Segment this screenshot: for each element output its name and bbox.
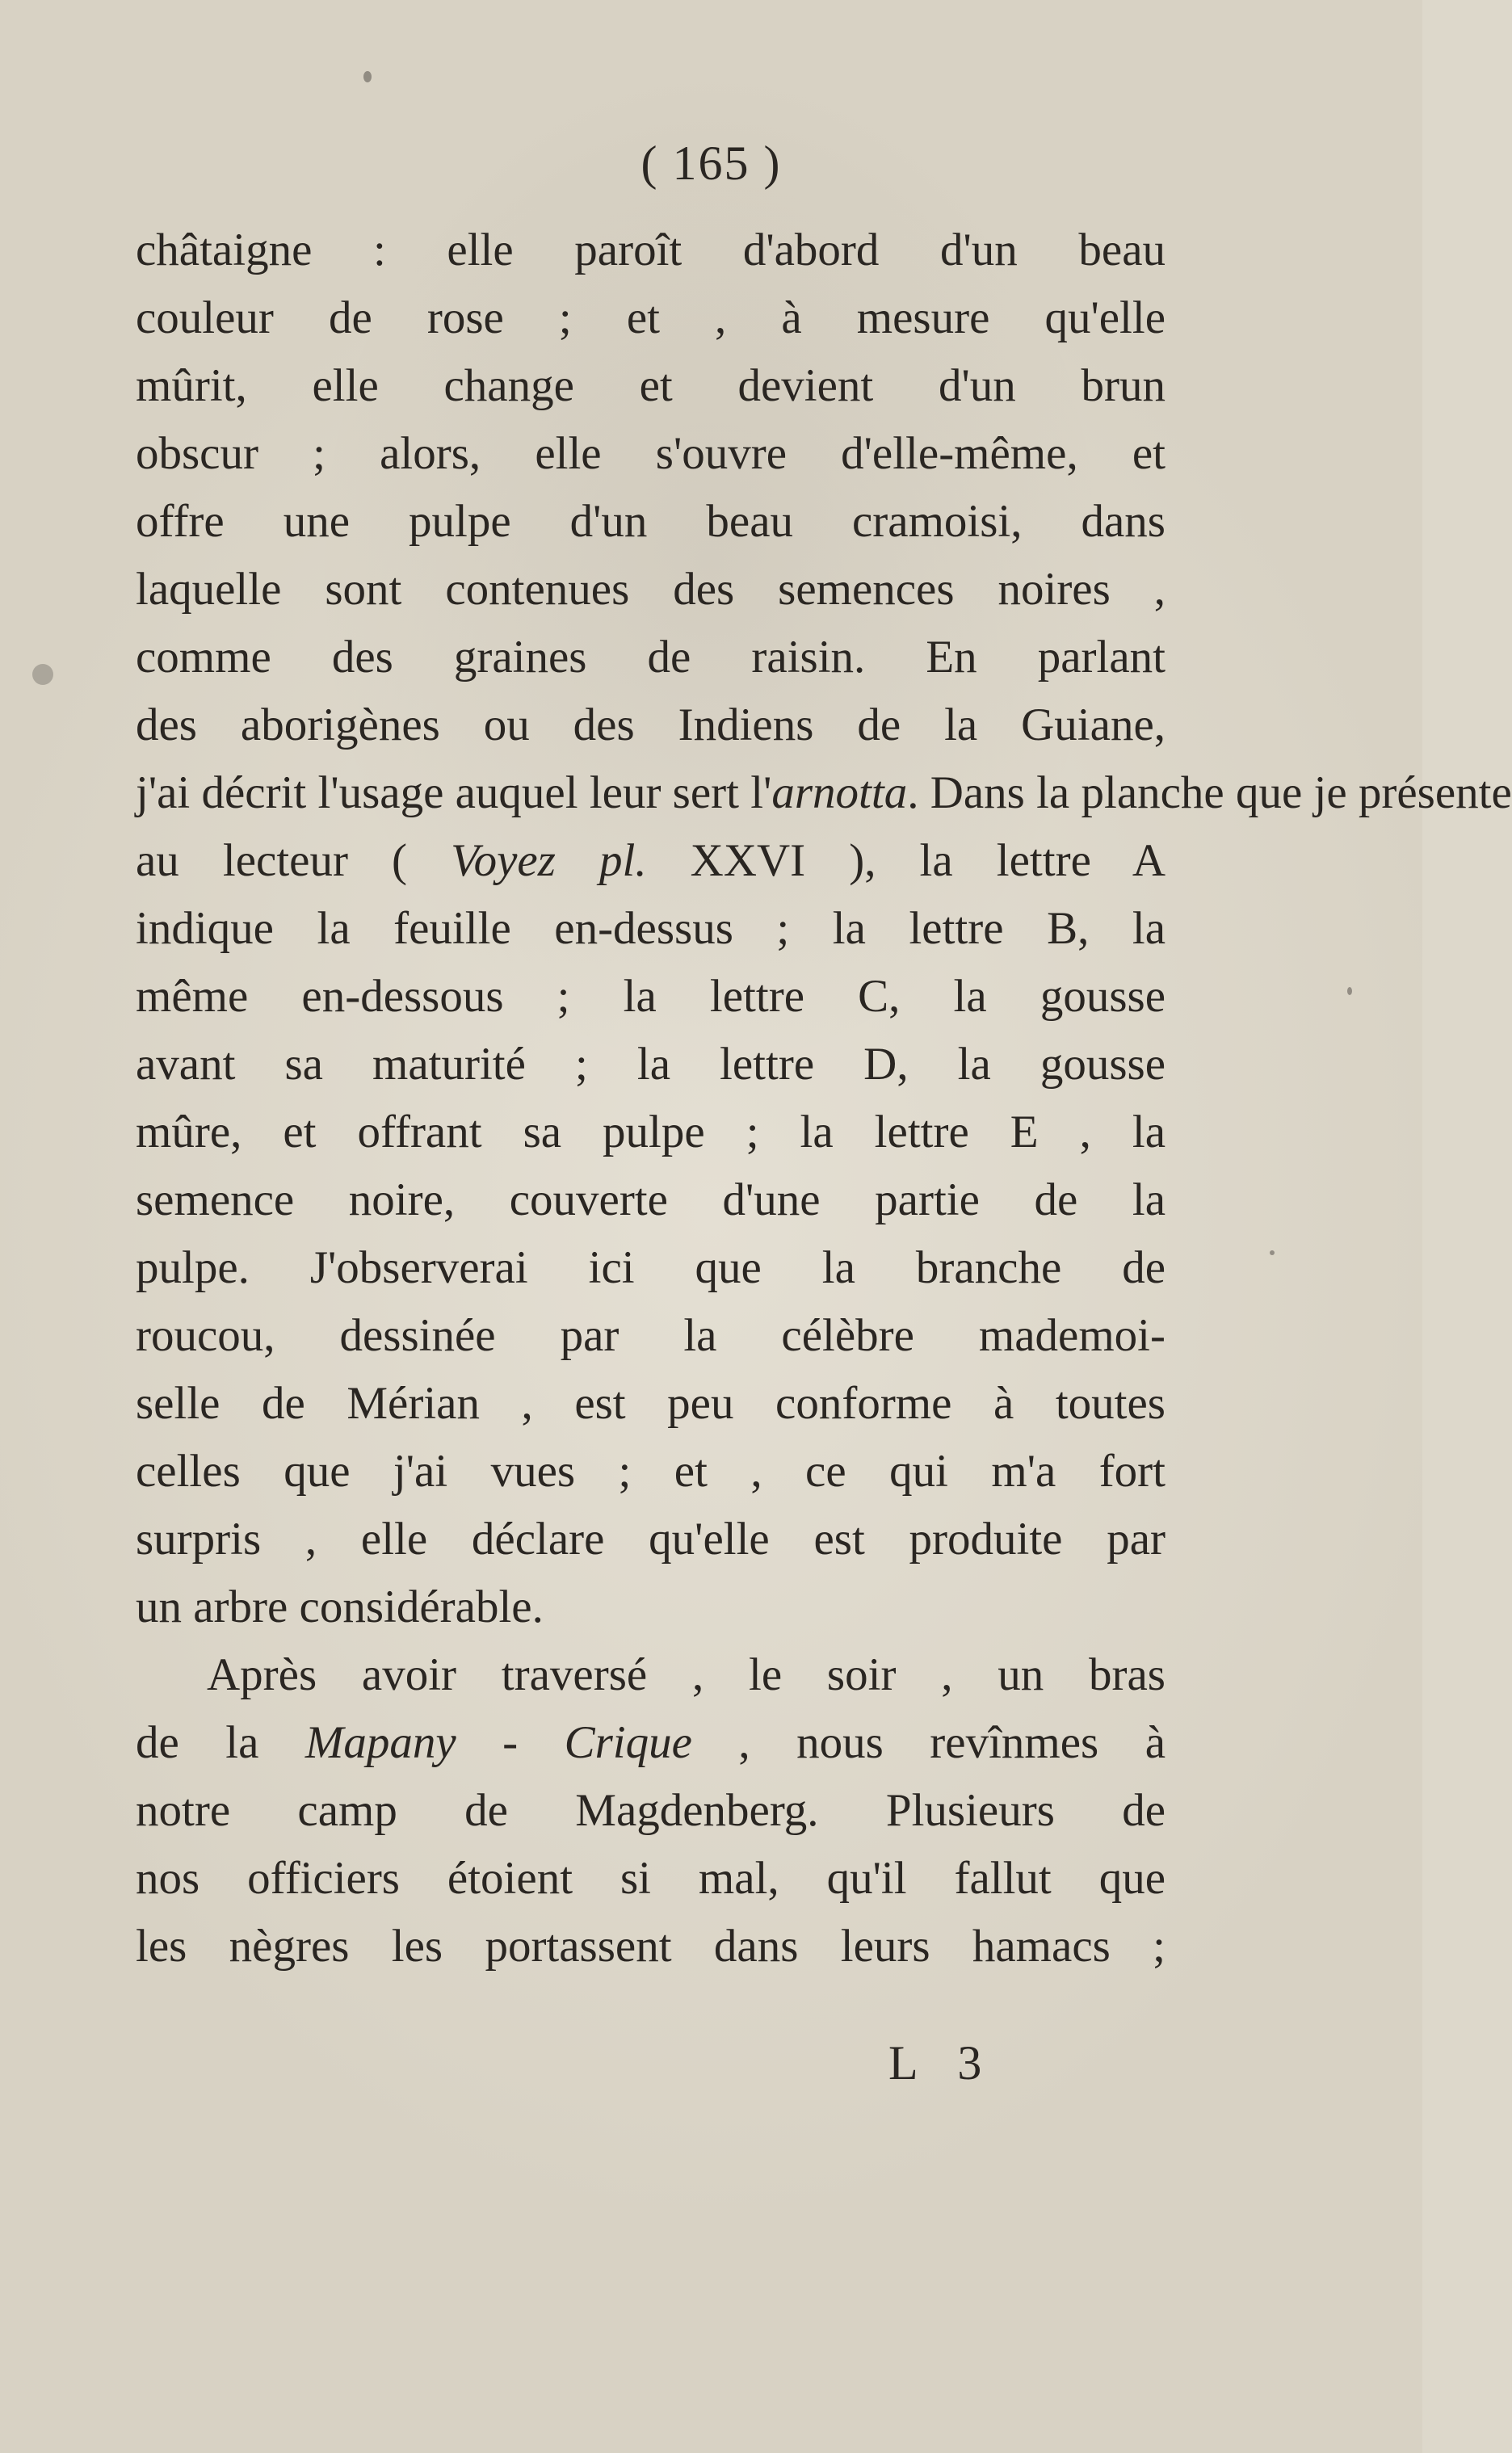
- text-line: selle de Mérian , est peu conforme à toutes: [136, 1378, 1166, 1429]
- text-line: couleur de rose ; et , à mesure qu'elle: [136, 292, 1166, 343]
- text-run: . Dans la planche que je présente: [907, 767, 1512, 818]
- text-line: offre une pulpe d'un beau cramoisi, dans: [136, 496, 1166, 547]
- text-run: j'ai décrit l'usage auquel leur sert l': [136, 767, 772, 818]
- text-line: surpris , elle déclare qu'elle est produite par: [136, 1514, 1166, 1565]
- text-line: semence noire, couverte d'une partie de la: [136, 1174, 1166, 1225]
- paper-speck: [363, 71, 372, 82]
- text-line: roucou, dessinée par la célèbre mademoi-: [136, 1310, 1166, 1361]
- text-line: [136, 827, 1166, 895]
- paper-speck: [1347, 987, 1352, 995]
- text-run: XXVI ), la lettre A: [646, 835, 1166, 886]
- text-line: mûre, et offrant sa pulpe ; la lettre E , la: [136, 1107, 1166, 1157]
- text-run: , nous revînmes à: [691, 1717, 1166, 1768]
- paper-speck: [32, 664, 53, 685]
- text-line: obscur ; alors, elle s'ouvre d'elle-même, et: [136, 428, 1166, 479]
- text-run: de la: [136, 1717, 305, 1768]
- text-line: laquelle sont contenues des semences noires ,: [136, 564, 1166, 615]
- text-line: châtaigne : elle paroît d'abord d'un beau: [136, 225, 1166, 275]
- paper-speck: [1270, 1250, 1275, 1255]
- italic-reference: Voyez pl.: [451, 835, 647, 886]
- text-line: même en-dessous ; la lettre C, la gousse: [136, 971, 1166, 1022]
- text-line: des aborigènes ou des Indiens de la Guiane,: [136, 699, 1166, 750]
- text-line: comme des graines de raisin. En parlant: [136, 632, 1166, 683]
- text-line: indique la feuille en-dessus ; la lettre B, la: [136, 903, 1166, 954]
- text-line: avant sa maturité ; la lettre D, la gousse: [136, 1039, 1166, 1090]
- italic-term: arnotta: [771, 767, 908, 818]
- text-line: un arbre considérable.: [136, 1581, 544, 1632]
- body-text: [136, 216, 1512, 1980]
- text-line: [136, 1709, 1166, 1777]
- signature-mark: L 3: [888, 2036, 997, 2090]
- text-line: nos officiers étoient si mal, qu'il fallut que: [136, 1853, 1166, 1904]
- text-line: celles que j'ai vues ; et , ce qui m'a fort: [136, 1446, 1166, 1497]
- text-line: pulpe. J'observerai ici que la branche de: [136, 1242, 1166, 1293]
- text-line: [136, 759, 1512, 827]
- text-line: mûrit, elle change et devient d'un brun: [136, 360, 1166, 411]
- paragraph: [136, 216, 1512, 1641]
- page-number: ( 165 ): [640, 137, 782, 190]
- text-line: notre camp de Magdenberg. Plusieurs de: [136, 1785, 1166, 1836]
- text-line: Après avoir traversé , le soir , un bras: [207, 1649, 1166, 1700]
- paragraph: [136, 1641, 1166, 1980]
- text-line: les nègres les portassent dans leurs hamacs ;: [136, 1921, 1166, 1972]
- italic-place-name: Mapany - Crique: [304, 1717, 692, 1768]
- text-run: au lecteur (: [136, 835, 452, 886]
